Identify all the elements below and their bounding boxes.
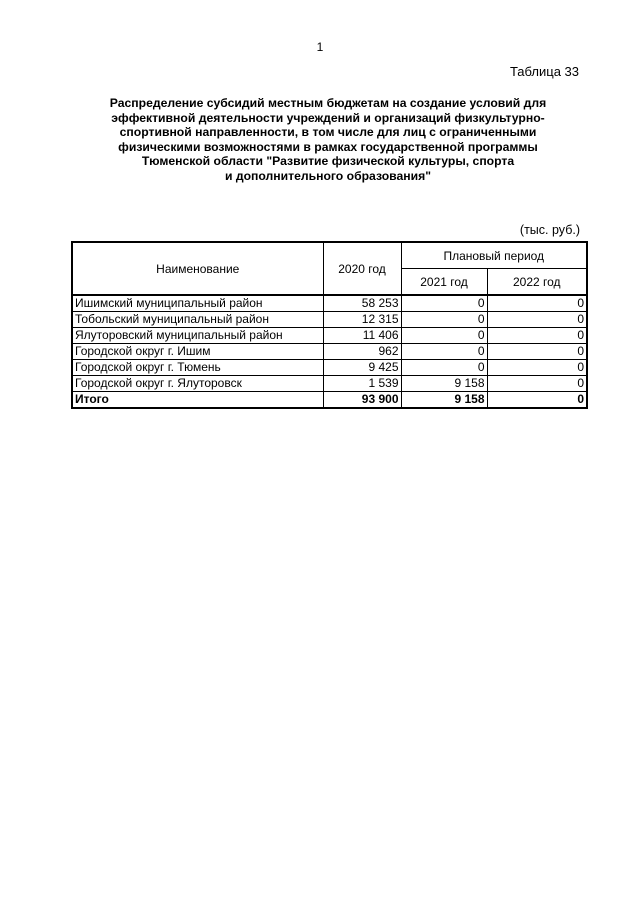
row-name: Ялуторовский муниципальный район: [72, 328, 323, 344]
row-2021: 0: [401, 360, 487, 376]
row-name: Ишимский муниципальный район: [72, 295, 323, 312]
total-label: Итого: [72, 392, 323, 409]
row-name: Тобольский муниципальный район: [72, 312, 323, 328]
table-row: [72, 312, 587, 328]
row-2021: 9 158: [401, 376, 487, 392]
header-name: Наименование: [72, 242, 323, 295]
title-line: Тюменской области "Развитие физической культуры, спорта: [141, 154, 515, 168]
row-2020: 11 406: [323, 328, 401, 344]
units-label: (тыс. руб.): [519, 223, 580, 237]
table-row: [72, 344, 587, 360]
row-name: Городской округ г. Ялуторовск: [72, 376, 323, 392]
document-title: [70, 96, 586, 183]
title-line: физическими возможностями в рамках государственной программы: [118, 139, 538, 154]
title-line: Распределение субсидий местным бюджетам на создание условий для: [109, 96, 547, 110]
header-planned-period: Плановый период: [401, 242, 587, 269]
row-2022: 0: [487, 360, 587, 376]
row-2021: 0: [401, 312, 487, 328]
header-2020: 2020 год: [323, 242, 401, 295]
table-row: [72, 360, 587, 376]
table-label: Таблица 33: [509, 64, 579, 79]
row-2021: 0: [401, 328, 487, 344]
row-2020: 58 253: [323, 295, 401, 312]
title-line: и дополнительного образования": [224, 168, 432, 183]
total-2022: 0: [487, 392, 587, 409]
total-row: [72, 392, 587, 409]
row-2020: 9 425: [323, 360, 401, 376]
row-2022: 0: [487, 344, 587, 360]
row-2021: 0: [401, 344, 487, 360]
header-2022: 2022 год: [487, 269, 587, 296]
row-name: Городской округ г. Ишим: [72, 344, 323, 360]
row-name: Городской округ г. Тюмень: [72, 360, 323, 376]
header-2021: 2021 год: [401, 269, 487, 296]
row-2020: 962: [323, 344, 401, 360]
title-line: спортивной направленности, в том числе для лиц с ограниченными: [119, 125, 537, 139]
title-line: эффективной деятельности учреждений и организаций физкультурно-: [111, 110, 545, 125]
total-2020: 93 900: [323, 392, 401, 409]
row-2022: 0: [487, 295, 587, 312]
page-number: 1: [316, 40, 324, 54]
row-2020: 12 315: [323, 312, 401, 328]
row-2021: 0: [401, 295, 487, 312]
row-2020: 1 539: [323, 376, 401, 392]
table-row: [72, 376, 587, 392]
table-row: [72, 295, 587, 312]
row-2022: 0: [487, 376, 587, 392]
subsidy-table: [71, 241, 588, 409]
table-row: [72, 328, 587, 344]
row-2022: 0: [487, 312, 587, 328]
total-2021: 9 158: [401, 392, 487, 409]
row-2022: 0: [487, 328, 587, 344]
